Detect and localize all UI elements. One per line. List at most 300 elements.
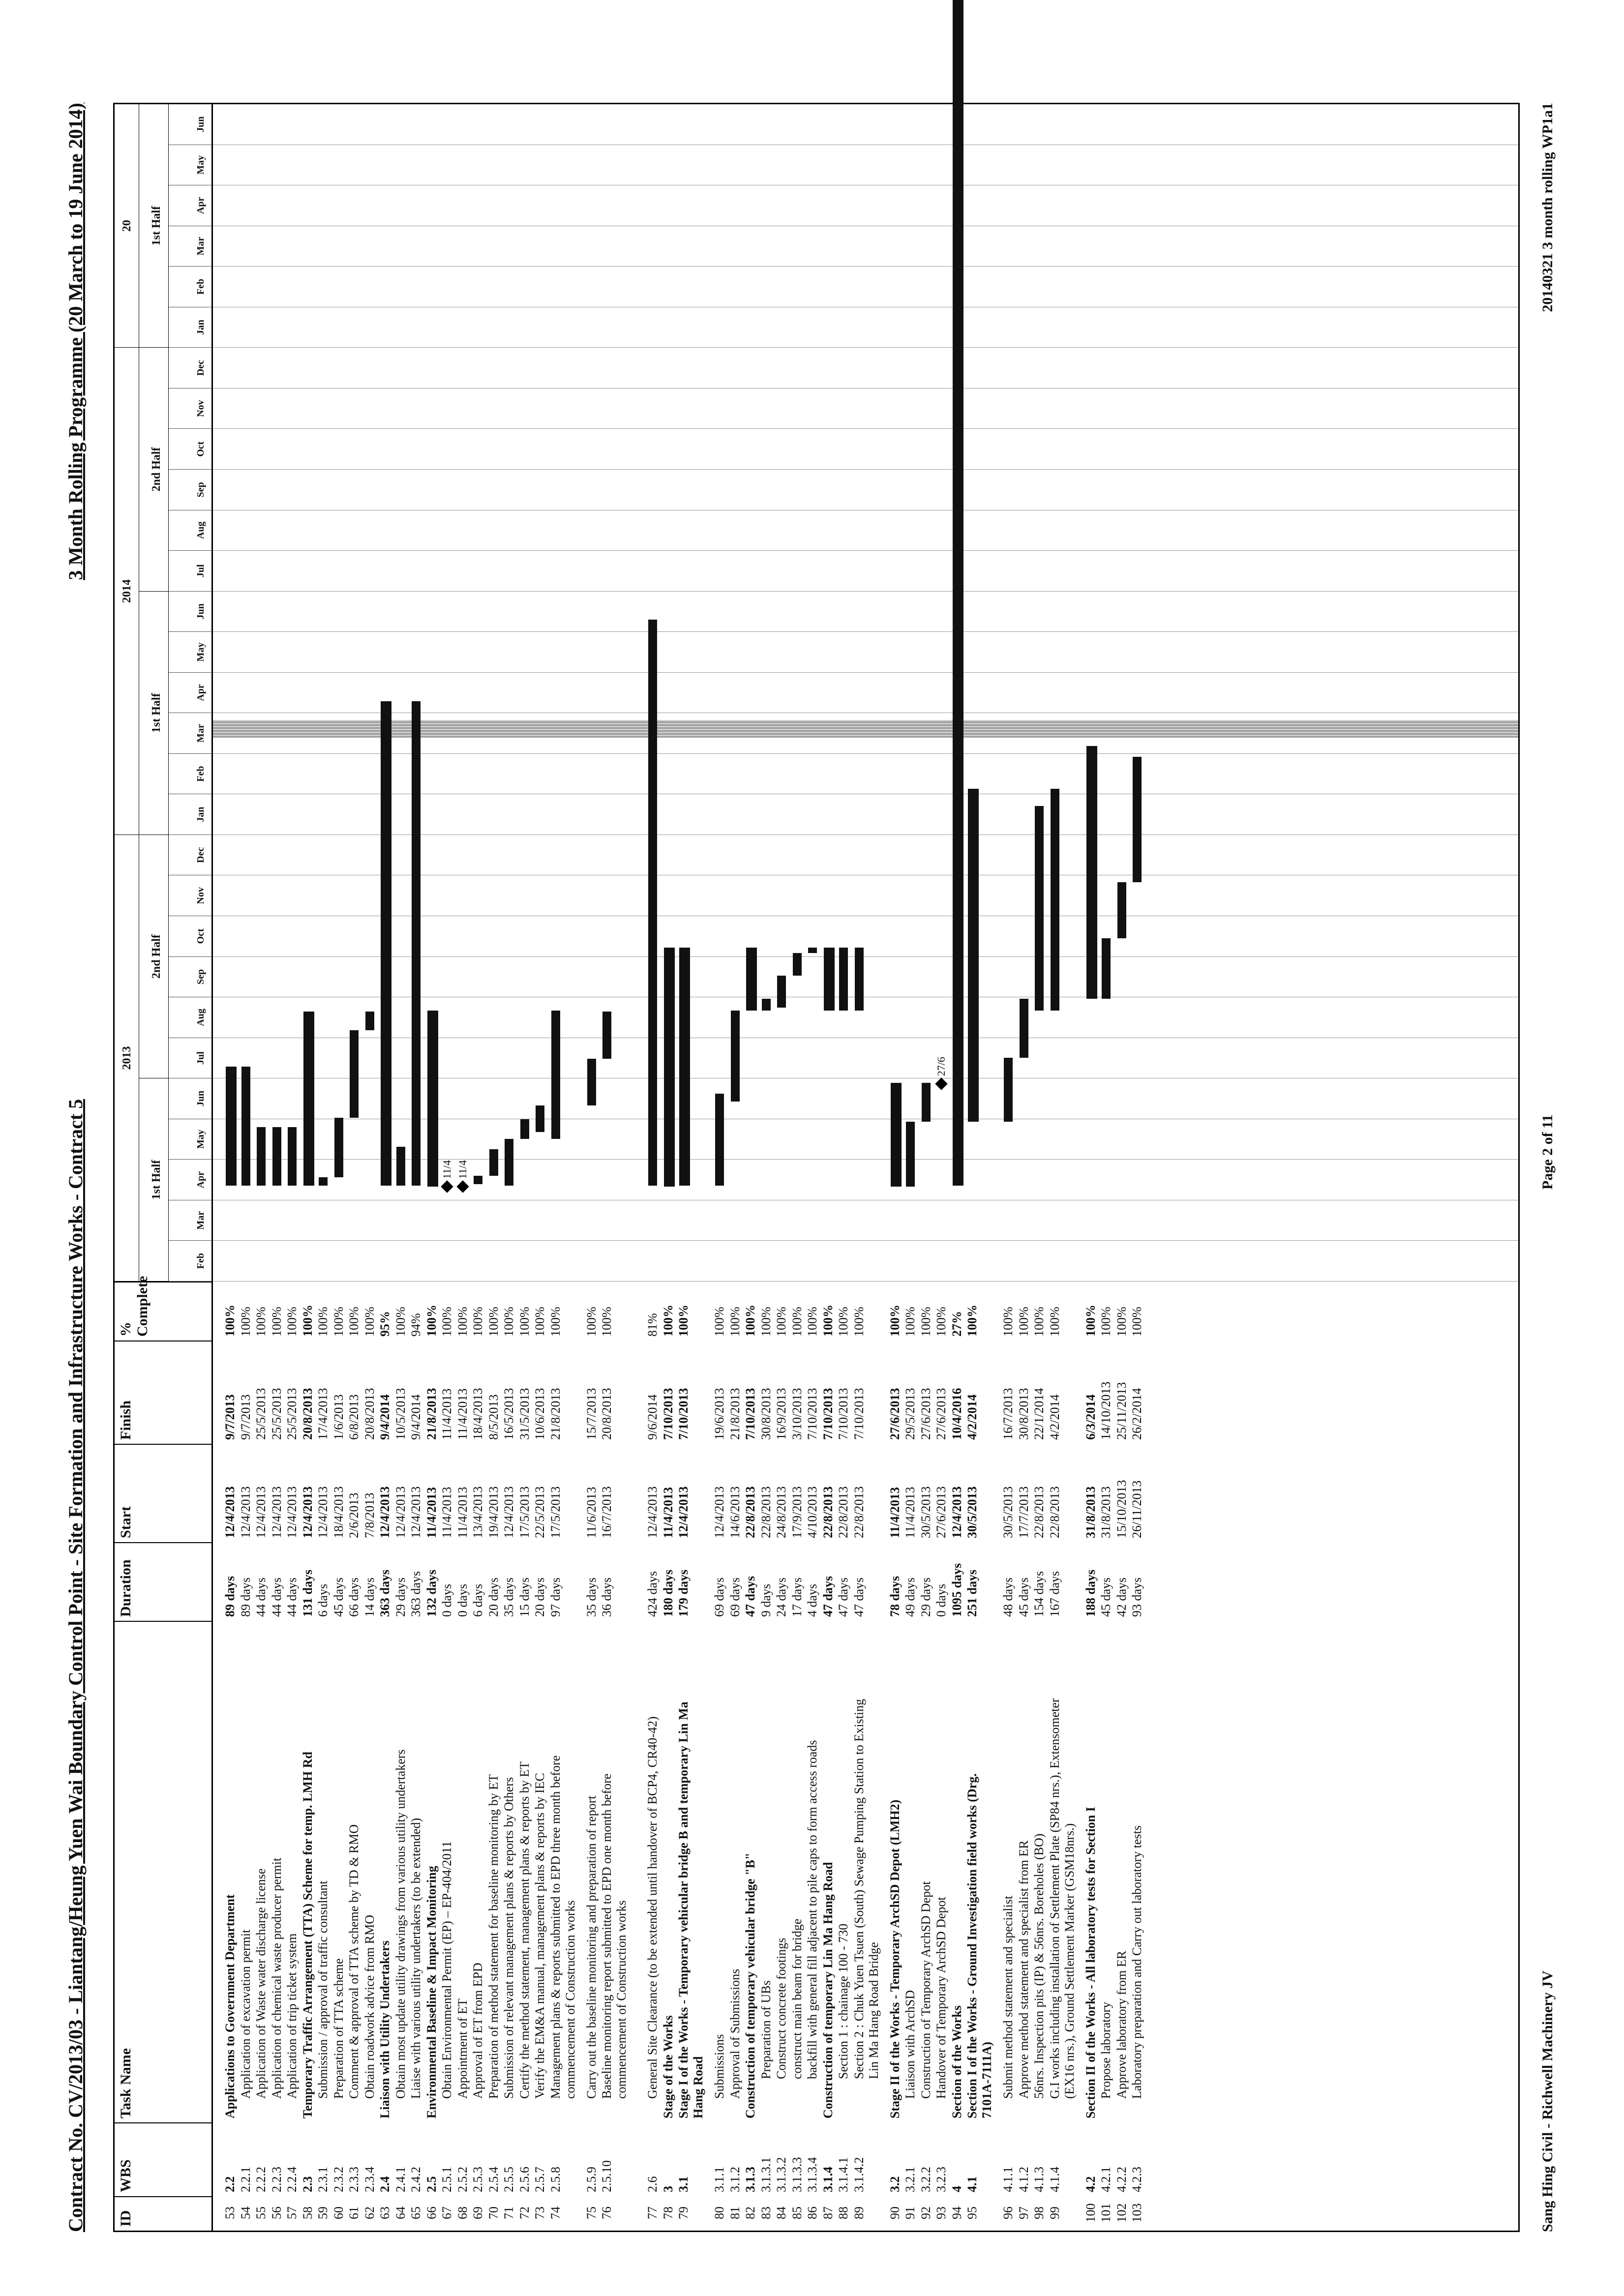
task-id: 67 bbox=[440, 2207, 454, 2219]
task-wbs: 3.1.4.1 bbox=[836, 2157, 850, 2192]
task-wbs: 3.1.4 bbox=[820, 2167, 835, 2192]
col-header-finish: Finish bbox=[115, 1341, 213, 1444]
task-id: 74 bbox=[548, 2207, 563, 2219]
task-bar bbox=[520, 1119, 529, 1139]
task-bar bbox=[777, 976, 786, 1008]
task-name-line: Section of the Works bbox=[949, 2005, 964, 2118]
task-wbs: 2.2 bbox=[223, 2176, 237, 2192]
timeline-month: Aug bbox=[169, 510, 211, 551]
task-wbs: 3.1.3.3 bbox=[789, 2157, 804, 2192]
timeline-month: Oct bbox=[169, 429, 211, 470]
timeline-half: 1st Half bbox=[139, 104, 169, 348]
task-name-line: Application of excavation permit bbox=[238, 1929, 253, 2099]
task-complete: 100% bbox=[934, 1307, 948, 1337]
task-finish: 11/4/2013 bbox=[455, 1388, 470, 1440]
task-name bbox=[919, 1624, 933, 2118]
task-name-line: Management plans & reports submitted to EPD three month before bbox=[548, 1755, 563, 2099]
task-bar bbox=[272, 1127, 281, 1186]
task-complete: 100% bbox=[774, 1307, 788, 1337]
task-name-line: Section 1 : chainage 100 - 730 bbox=[836, 1923, 850, 2079]
task-name-line: Temporary Traffic Arrangement (TTA) Scheme for temp. LMH Rd bbox=[300, 1752, 315, 2118]
task-finish: 4/2/2014 bbox=[965, 1394, 979, 1440]
task-start: 11/4/2013 bbox=[661, 1487, 675, 1538]
task-start: 30/5/2013 bbox=[965, 1486, 979, 1538]
status-date-line bbox=[213, 720, 1518, 738]
task-bar bbox=[855, 948, 864, 1011]
task-name-line: Preparation of TTA scheme bbox=[331, 1958, 346, 2099]
task-finish: 7/10/2013 bbox=[820, 1388, 835, 1440]
timeline-header bbox=[115, 104, 213, 1282]
task-start: 11/4/2013 bbox=[440, 1487, 454, 1538]
task-name bbox=[517, 1624, 532, 2118]
task-name-line: Approval of ET from EPD bbox=[471, 1963, 485, 2099]
task-name bbox=[486, 1624, 501, 2118]
task-finish: 27/6/2013 bbox=[887, 1388, 902, 1440]
month-gridline bbox=[213, 672, 1518, 673]
task-start: 2/6/2013 bbox=[347, 1492, 361, 1538]
task-start: 12/4/2013 bbox=[223, 1486, 237, 1538]
task-finish: 21/8/2013 bbox=[424, 1388, 439, 1440]
task-wbs: 3.1.1 bbox=[712, 2167, 726, 2192]
task-complete: 100% bbox=[661, 1305, 675, 1337]
task-name bbox=[645, 1624, 660, 2118]
task-id: 54 bbox=[238, 2207, 253, 2219]
task-duration: 14 days bbox=[362, 1577, 377, 1617]
timeline-month: Apr bbox=[169, 673, 211, 714]
task-name-line: Preparation of UBs bbox=[758, 1980, 773, 2079]
timeline-month: Nov bbox=[169, 876, 211, 917]
task-name-line: Handover of Temporary ArchSD Depot bbox=[934, 1897, 948, 2099]
task-bar bbox=[350, 1030, 359, 1118]
task-start: 12/4/2013 bbox=[378, 1486, 392, 1538]
task-duration: 66 days bbox=[347, 1577, 361, 1617]
timeline-month: Sep bbox=[169, 470, 211, 510]
task-finish: 29/5/2013 bbox=[903, 1388, 917, 1440]
task-duration: 47 days bbox=[836, 1577, 850, 1617]
task-complete: 100% bbox=[1099, 1307, 1113, 1337]
task-finish: 25/11/2013 bbox=[1114, 1382, 1129, 1440]
task-wbs: 4.1.2 bbox=[1016, 2167, 1031, 2192]
task-start: 12/4/2013 bbox=[645, 1486, 660, 1538]
task-name bbox=[1001, 1624, 1016, 2118]
task-wbs: 2.5.6 bbox=[517, 2167, 532, 2192]
task-name-line: commencement of Construction works bbox=[563, 1900, 577, 2099]
task-finish: 10/4/2016 bbox=[949, 1388, 964, 1440]
task-name bbox=[584, 1624, 599, 2118]
task-duration: 180 days bbox=[661, 1569, 675, 1617]
task-id: 75 bbox=[584, 2207, 599, 2219]
task-bar bbox=[793, 953, 802, 976]
task-wbs: 2.5 bbox=[424, 2176, 439, 2192]
task-finish: 30/8/2013 bbox=[758, 1388, 773, 1440]
task-finish: 30/8/2013 bbox=[1016, 1388, 1031, 1440]
task-complete: 100% bbox=[1114, 1307, 1129, 1337]
task-id: 62 bbox=[362, 2207, 377, 2219]
task-start: 12/4/2013 bbox=[676, 1486, 691, 1538]
gantt-chart bbox=[213, 104, 1518, 1282]
task-name-line: Submissions bbox=[712, 2034, 726, 2099]
task-complete: 100% bbox=[347, 1307, 361, 1337]
task-finish: 16/9/2013 bbox=[774, 1388, 788, 1440]
task-duration: 45 days bbox=[1016, 1577, 1031, 1617]
task-name bbox=[852, 1624, 881, 2118]
task-bar bbox=[288, 1127, 297, 1186]
task-name-line: construct main beam for bridge bbox=[789, 1918, 804, 2079]
summary-bar bbox=[746, 948, 757, 1011]
task-id: 53 bbox=[223, 2207, 237, 2219]
task-duration: 0 days bbox=[934, 1583, 948, 1617]
task-complete: 100% bbox=[269, 1307, 284, 1337]
task-name-line: Stage I of the Works - Temporary vehicular bridge B and temporary Lin Ma bbox=[676, 1701, 691, 2118]
task-wbs: 4 bbox=[949, 2186, 964, 2192]
task-name-line: Construction of temporary vehicular bridge "B" bbox=[743, 1852, 757, 2118]
task-start: 12/4/2013 bbox=[712, 1486, 726, 1538]
task-wbs: 2.5.3 bbox=[471, 2167, 485, 2192]
month-gridline bbox=[213, 550, 1518, 551]
task-name bbox=[409, 1624, 423, 2118]
task-bar bbox=[839, 948, 848, 1011]
task-bar bbox=[1035, 806, 1044, 1011]
task-bar bbox=[1117, 882, 1126, 938]
task-name bbox=[424, 1624, 439, 2118]
task-finish: 9/7/2013 bbox=[238, 1394, 253, 1440]
task-wbs: 2.2.3 bbox=[269, 2167, 284, 2192]
task-wbs: 2.5.5 bbox=[502, 2167, 516, 2192]
task-complete: 100% bbox=[486, 1307, 501, 1337]
task-name bbox=[270, 1624, 284, 2118]
task-finish: 14/10/2013 bbox=[1099, 1381, 1113, 1440]
timeline-month: May bbox=[169, 632, 211, 673]
task-wbs: 3.1.3 bbox=[743, 2167, 757, 2192]
summary-bar bbox=[303, 1012, 314, 1185]
task-name-line: Carry out the baseline monitoring and preparation of report bbox=[584, 1795, 599, 2099]
col-header-start: Start bbox=[115, 1444, 213, 1542]
task-wbs: 3 bbox=[661, 2186, 675, 2192]
task-start: 18/4/2013 bbox=[331, 1486, 346, 1538]
task-complete: 100% bbox=[393, 1307, 408, 1337]
milestone-date: 11/4 bbox=[441, 1160, 453, 1179]
task-duration: 20 days bbox=[533, 1577, 547, 1617]
footer-page: Page 2 of 11 bbox=[1539, 1114, 1556, 1190]
task-duration: 179 days bbox=[676, 1569, 691, 1617]
task-name-line: General Site Clearance (to be extended until handover of BCP4, CR40-42) bbox=[645, 1716, 660, 2099]
task-id: 66 bbox=[424, 2207, 439, 2219]
milestone-marker bbox=[456, 1181, 469, 1193]
timeline-year: 2013 bbox=[115, 835, 139, 1282]
task-id: 78 bbox=[661, 2207, 675, 2219]
task-duration: 363 days bbox=[378, 1569, 392, 1617]
task-start: 17/5/2013 bbox=[517, 1486, 532, 1538]
task-complete: 100% bbox=[1047, 1307, 1062, 1337]
task-wbs: 4.2.1 bbox=[1099, 2167, 1113, 2192]
timeline-month: May bbox=[169, 145, 211, 186]
task-duration: 154 days bbox=[1032, 1571, 1046, 1617]
task-complete: 100% bbox=[805, 1307, 819, 1337]
task-wbs: 3.1.4.2 bbox=[851, 2157, 866, 2192]
task-start: 13/4/2013 bbox=[471, 1486, 485, 1538]
task-name bbox=[1099, 1624, 1113, 2118]
timeline-month: Nov bbox=[169, 388, 211, 429]
timeline-month: Mar bbox=[169, 713, 211, 754]
task-id: 99 bbox=[1047, 2207, 1062, 2219]
task-duration: 78 days bbox=[887, 1576, 902, 1617]
task-complete: 100% bbox=[223, 1305, 237, 1337]
task-complete: 100% bbox=[254, 1307, 268, 1337]
task-wbs: 3.1.3.1 bbox=[758, 2157, 773, 2192]
task-name bbox=[223, 1624, 238, 2118]
task-name bbox=[728, 1624, 743, 2118]
month-gridline bbox=[213, 956, 1518, 957]
timeline-year: 20 bbox=[115, 104, 139, 348]
task-name bbox=[1048, 1624, 1077, 2118]
task-bar bbox=[1004, 1058, 1013, 1122]
task-complete: 100% bbox=[789, 1307, 804, 1337]
task-complete: 100% bbox=[362, 1307, 377, 1337]
task-wbs: 2.3 bbox=[300, 2176, 315, 2192]
task-complete: 100% bbox=[851, 1307, 866, 1337]
task-id: 60 bbox=[331, 2207, 346, 2219]
task-id: 57 bbox=[285, 2207, 299, 2219]
task-start: 26/11/2013 bbox=[1130, 1480, 1144, 1538]
col-header-task: Task Name bbox=[115, 1621, 213, 2122]
col-header-wbs: WBS bbox=[115, 2122, 213, 2196]
task-id: 94 bbox=[949, 2207, 964, 2219]
task-finish: 11/4/2013 bbox=[440, 1388, 454, 1440]
task-bar bbox=[762, 999, 771, 1011]
task-bar bbox=[1102, 938, 1111, 999]
col-header-id: ID bbox=[115, 2196, 213, 2231]
task-name bbox=[548, 1624, 578, 2118]
task-complete: 100% bbox=[820, 1305, 835, 1337]
timeline-month: Aug bbox=[169, 997, 211, 1038]
task-name bbox=[836, 1624, 851, 2118]
task-name bbox=[1032, 1624, 1047, 2118]
task-finish: 6/8/2013 bbox=[347, 1394, 361, 1440]
task-id: 100 bbox=[1083, 2203, 1098, 2223]
task-bar bbox=[257, 1127, 266, 1186]
task-duration: 363 days bbox=[409, 1571, 423, 1617]
task-duration: 44 days bbox=[269, 1577, 284, 1617]
task-name-line: Hang Road bbox=[691, 2056, 705, 2118]
month-gridline bbox=[213, 1240, 1518, 1241]
task-name-line: Construct concrete footings bbox=[774, 1938, 788, 2079]
milestone-marker bbox=[441, 1181, 453, 1193]
task-wbs: 2.5.4 bbox=[486, 2167, 501, 2192]
milestone-date: 11/4 bbox=[456, 1160, 469, 1179]
task-start: 11/6/2013 bbox=[584, 1487, 599, 1538]
task-duration: 188 days bbox=[1083, 1569, 1098, 1617]
task-name-line: Section II of the Works - All laboratory tests for Section I bbox=[1083, 1807, 1098, 2118]
task-wbs: 2.3.1 bbox=[316, 2167, 330, 2192]
task-name-line: Appointment of ET bbox=[455, 1998, 470, 2099]
task-duration: 45 days bbox=[331, 1577, 346, 1617]
task-duration: 47 days bbox=[743, 1576, 757, 1617]
task-complete: 100% bbox=[712, 1307, 726, 1337]
task-complete: 100% bbox=[502, 1307, 516, 1337]
task-name bbox=[362, 1624, 377, 2118]
task-start: 24/8/2013 bbox=[774, 1486, 788, 1538]
task-name bbox=[790, 1624, 805, 2118]
task-finish: 27/6/2013 bbox=[934, 1388, 948, 1440]
task-finish: 17/4/2013 bbox=[316, 1388, 330, 1440]
task-wbs: 4.1.3 bbox=[1032, 2167, 1046, 2192]
task-finish: 7/10/2013 bbox=[661, 1388, 675, 1440]
task-bar bbox=[241, 1067, 250, 1185]
task-id: 103 bbox=[1130, 2203, 1144, 2223]
task-id: 61 bbox=[347, 2207, 361, 2219]
task-name bbox=[239, 1624, 253, 2118]
timeline-month: Apr bbox=[169, 185, 211, 226]
task-wbs: 3.2.2 bbox=[918, 2167, 933, 2192]
task-complete: 100% bbox=[440, 1307, 454, 1337]
task-name bbox=[965, 1624, 994, 2118]
task-wbs: 2.2.1 bbox=[238, 2167, 253, 2192]
task-finish: 4/2/2014 bbox=[1047, 1394, 1062, 1440]
task-id: 86 bbox=[805, 2207, 819, 2219]
milestone-marker bbox=[935, 1078, 947, 1090]
task-name-line: Application of trip ticket system bbox=[285, 1933, 299, 2099]
task-name-line: Approve method statement and specialist from ER bbox=[1016, 1840, 1031, 2099]
task-bar bbox=[731, 1011, 740, 1102]
footer-right: 20140321 3 month rolling WP1a1 bbox=[1539, 103, 1556, 312]
task-name-line: G.I works including installation of Settlement Plate (SP84 nrs.), Extensometer bbox=[1047, 1698, 1062, 2099]
task-bar bbox=[474, 1176, 482, 1184]
col-header-complete: % Complete bbox=[115, 1282, 213, 1341]
summary-bar bbox=[664, 948, 675, 1187]
task-complete: 100% bbox=[965, 1305, 979, 1337]
timeline-half: 2nd Half bbox=[139, 348, 169, 591]
task-name-line: 7101A-7111A) bbox=[980, 2042, 994, 2118]
task-start: 30/5/2013 bbox=[1001, 1486, 1015, 1538]
gantt-table bbox=[113, 103, 1520, 2232]
footer-left: Sang Hing Civil - Richwell Machinery JV bbox=[1539, 1970, 1556, 2232]
timeline-month: Jun bbox=[169, 592, 211, 632]
task-id: 64 bbox=[393, 2207, 408, 2219]
task-finish: 10/5/2013 bbox=[393, 1388, 408, 1440]
task-name bbox=[301, 1624, 315, 2118]
task-name bbox=[455, 1624, 470, 2118]
task-name-line: 56nrs. Inspection pits (IP) & 56nrs. Boreholes (BO) bbox=[1032, 1833, 1046, 2099]
task-start: 11/4/2013 bbox=[887, 1487, 902, 1538]
task-bar bbox=[505, 1139, 513, 1186]
task-name-line: Construction of Temporary ArchSD Depot bbox=[918, 1881, 933, 2099]
task-start: 17/9/2013 bbox=[789, 1486, 804, 1538]
task-finish: 27/6/2013 bbox=[918, 1388, 933, 1440]
task-duration: 9 days bbox=[758, 1583, 773, 1617]
task-complete: 94% bbox=[409, 1313, 423, 1337]
task-wbs: 3.1.3.4 bbox=[805, 2157, 819, 2192]
task-complete: 100% bbox=[1016, 1307, 1031, 1337]
timeline-month: May bbox=[169, 1119, 211, 1160]
task-complete: 100% bbox=[548, 1307, 563, 1337]
task-id: 71 bbox=[502, 2207, 516, 2219]
task-id: 73 bbox=[533, 2207, 547, 2219]
timeline-month: Mar bbox=[169, 226, 211, 267]
timeline-half: 1st Half bbox=[139, 1078, 169, 1282]
task-complete: 27% bbox=[949, 1311, 964, 1337]
task-name bbox=[934, 1624, 949, 2118]
task-start: 22/8/2013 bbox=[758, 1486, 773, 1538]
task-id: 102 bbox=[1114, 2203, 1129, 2223]
task-bar bbox=[334, 1118, 343, 1177]
timeline-month: Sep bbox=[169, 957, 211, 998]
summary-bar bbox=[968, 789, 979, 1122]
task-finish: 16/5/2013 bbox=[502, 1388, 516, 1440]
task-duration: 45 days bbox=[1099, 1577, 1113, 1617]
task-start: 22/8/2013 bbox=[1032, 1486, 1046, 1538]
task-id: 72 bbox=[517, 2207, 532, 2219]
task-id: 68 bbox=[455, 2207, 470, 2219]
task-start: 12/4/2013 bbox=[269, 1486, 284, 1538]
task-id: 89 bbox=[851, 2207, 866, 2219]
task-duration: 1095 days bbox=[949, 1563, 964, 1617]
summary-bar bbox=[381, 701, 391, 1186]
task-finish: 10/6/2013 bbox=[533, 1388, 547, 1440]
task-start: 12/4/2013 bbox=[238, 1486, 253, 1538]
task-wbs: 3.2 bbox=[887, 2176, 902, 2192]
task-name bbox=[903, 1624, 918, 2118]
task-duration: 47 days bbox=[820, 1576, 835, 1617]
task-wbs: 2.5.9 bbox=[584, 2167, 599, 2192]
contract-title bbox=[64, 1099, 87, 2232]
task-id: 76 bbox=[600, 2207, 614, 2219]
task-id: 91 bbox=[903, 2207, 917, 2219]
task-start: 17/7/2013 bbox=[1016, 1486, 1031, 1538]
task-name-line: Liaison with ArchSD bbox=[903, 1990, 917, 2099]
task-complete: 100% bbox=[285, 1307, 299, 1337]
timeline-half: 2nd Half bbox=[139, 835, 169, 1078]
task-duration: 48 days bbox=[1001, 1577, 1015, 1617]
task-start: 22/5/2013 bbox=[533, 1486, 547, 1538]
task-name-line: Approve laboratory from ER bbox=[1114, 1950, 1129, 2099]
task-wbs: 4.2 bbox=[1083, 2176, 1098, 2192]
task-wbs: 2.4.1 bbox=[393, 2167, 408, 2192]
task-id: 58 bbox=[300, 2207, 315, 2219]
task-finish: 20/8/2013 bbox=[600, 1388, 614, 1440]
task-name-line: Application of chemical waste producer permit bbox=[269, 1857, 284, 2099]
timeline-month: Jul bbox=[169, 551, 211, 592]
task-name-line: Applications to Government Department bbox=[223, 1894, 237, 2118]
task-bar bbox=[551, 1011, 560, 1139]
task-duration: 69 days bbox=[712, 1577, 726, 1617]
task-name-line: Verify the EM&A manual, management plans & reports by IEC bbox=[533, 1773, 547, 2099]
month-gridline bbox=[213, 469, 1518, 470]
task-duration: 132 days bbox=[424, 1569, 439, 1617]
task-start: 7/8/2013 bbox=[362, 1492, 377, 1538]
task-start: 22/8/2013 bbox=[820, 1486, 835, 1538]
task-complete: 95% bbox=[378, 1311, 392, 1337]
timeline-month: Feb bbox=[169, 267, 211, 307]
task-duration: 29 days bbox=[393, 1577, 408, 1617]
task-finish: 9/4/2014 bbox=[409, 1394, 423, 1440]
task-duration: 0 days bbox=[440, 1583, 454, 1617]
task-duration: 24 days bbox=[774, 1577, 788, 1617]
task-complete: 100% bbox=[471, 1307, 485, 1337]
task-start: 22/8/2013 bbox=[851, 1486, 866, 1538]
task-wbs: 2.5.8 bbox=[548, 2167, 563, 2192]
task-wbs: 3.1 bbox=[676, 2176, 691, 2192]
task-start: 22/8/2013 bbox=[1047, 1486, 1062, 1538]
task-start: 22/8/2013 bbox=[743, 1486, 757, 1538]
task-id: 56 bbox=[269, 2207, 284, 2219]
task-name-line: Obtain roadwork advice from RMO bbox=[362, 1914, 377, 2099]
task-id: 85 bbox=[789, 2207, 804, 2219]
task-name bbox=[533, 1624, 547, 2118]
task-finish: 15/7/2013 bbox=[584, 1388, 599, 1440]
task-name bbox=[440, 1624, 454, 2118]
task-bar bbox=[648, 620, 657, 1185]
task-id: 101 bbox=[1099, 2203, 1113, 2223]
